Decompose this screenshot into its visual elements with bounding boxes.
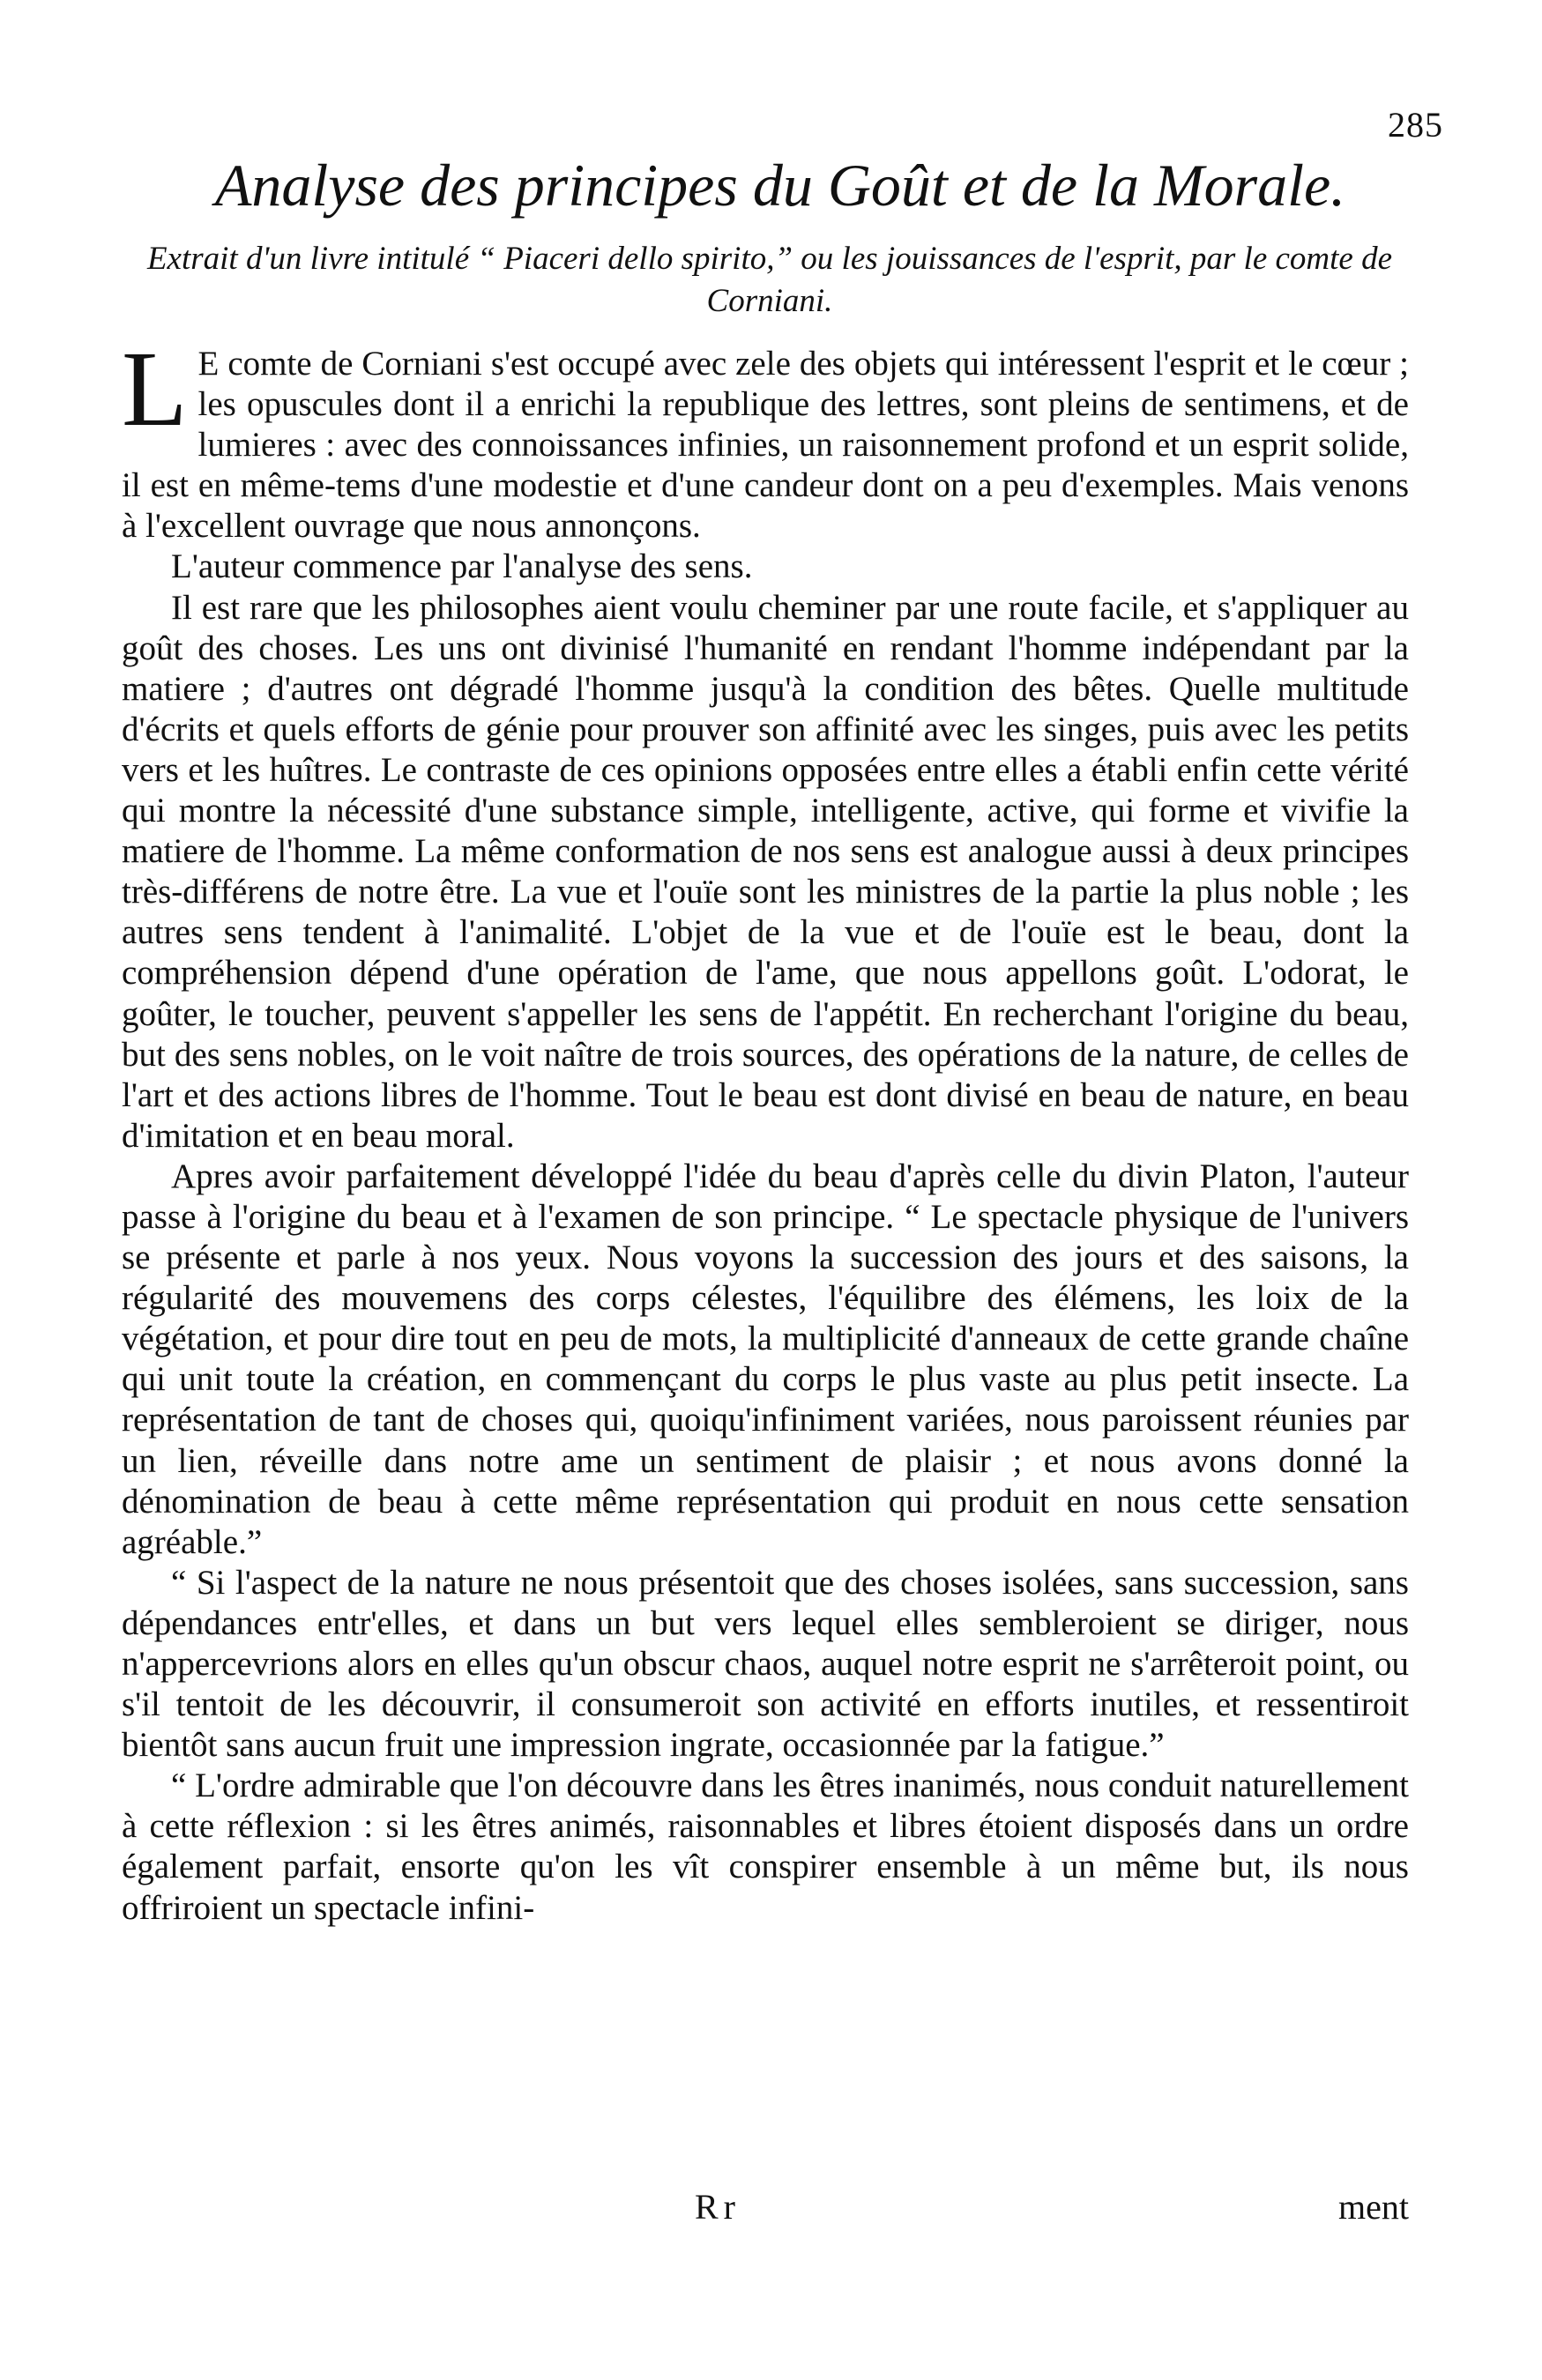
- paragraph: L'auteur commence par l'analyse des sens.: [171, 547, 753, 586]
- paragraph: “ Si l'aspect de la nature ne nous présentoit que des choses isolées, sans succession, sans dépendances entr'elles, et dans un but vers lequel elles sembleroient se diriger, nous n'appercevrions alors en elles qu'un obscur chaos, auquel notre esprit ne s'arrêteroit point, ou s'il tentoit de les découvrir, il consumeroit son activité en efforts inutiles, et ressentiroit bientôt sans aucun fruit une impression ingrate, occasionnée par la fatigue.”: [122, 1563, 1409, 1765]
- paragraph: Il est rare que les philosophes aient voulu cheminer par une route facile, et s'appliquer au goût des choses. Les uns ont divinisé l'humanité en rendant l'homme indépendant par la matiere ; d'autres ont dégradé l'homme jusqu'à la condition des bêtes. Quelle multitude d'écrits et quels efforts de génie pour prouver son affinité avec les singes, puis avec les petits vers et les huîtres. Le contraste de ces opinions opposées entre elles a établi enfin cette vérité qui montre la nécessité d'une substance simple, intelligente, active, qui forme et vivifie la matiere de l'homme. La même conformation de nos sens est analogue aussi à deux principes très-différens de notre être. La vue et l'ouïe sont les ministres de la partie la plus noble ; les autres sens tendent à l'animalité. L'objet de la vue et de l'ouïe est le beau, dont la compréhension dépend d'une opération de l'ame, que nous appellons goût. L'odorat, le goûter, le toucher, peuvent s'appeller les sens de l'appétit. En recherchant l'origine du beau, but des sens nobles, on le voit naître de trois sources, des opérations de la nature, de celles de l'art et des actions libres de l'homme. Tout le beau est dont divisé en beau de nature, en beau d'imitation et en beau moral.: [122, 588, 1409, 1155]
- article-title: Analyse des principes du Goût et de la Morale.: [214, 152, 1346, 219]
- paragraph: [122, 330, 1409, 547]
- paragraph-text: E comte de Corniani s'est occupé avec zele des objets qui intéressent l'esprit et le cœur ; les opuscules dont il a enrichi la republique des lettres, sont pleins de sentimens, et de lumieres : avec des connoissances infinies, un raisonnement profond et un esprit solide, il est en même-tems d'une modestie et d'une candeur dont on a peu d'exemples. Mais venons à l'excellent ouvrage que nous annonçons.: [122, 345, 1409, 546]
- drop-cap: L: [122, 330, 188, 449]
- article-subtitle: Extrait d'un livre intitulé “ Piaceri dello spirito,” ou les jouissances de l'esprit, par le comte de Corniani.: [146, 241, 1393, 319]
- article-body: [122, 330, 1409, 1929]
- page-number: 285: [1388, 105, 1443, 145]
- catchword: ment: [1338, 2187, 1409, 2227]
- paragraph: Apres avoir parfaitement développé l'idée du beau d'après celle du divin Platon, l'auteur passe à l'origine du beau et à l'examen de son principe. “ Le spectacle physique de l'univers se présente et parle à nos yeux. Nous voyons la succession des jours et des saisons, la régularité des mouvemens des corps célestes, l'équilibre des élémens, les loix de la végétation, et pour dire tout en peu de mots, la multiplicité d'anneaux de cette grande chaîne qui unit toute la création, en commençant du corps le plus vaste au plus petit insecte. La représentation de tant de choses qui, quoiqu'infiniment variées, nous paroissent réunies par un lien, réveille dans notre ame un sentiment de plaisir ; et nous avons donné la dénomination de beau à cette même représentation qui produit en nous cette sensation agréable.”: [122, 1157, 1409, 1561]
- page-footer: [122, 2186, 1409, 2230]
- signature-mark: Rr: [695, 2187, 741, 2227]
- paragraph: “ L'ordre admirable que l'on découvre dans les êtres inanimés, nous conduit naturellement à cette réflexion : si les êtres animés, raisonnables et libres étoient disposés dans un ordre également parfait, ensorte qu'on les vît conspirer ensemble à un même but, ils nous offriroient un spectacle infini-: [122, 1766, 1409, 1927]
